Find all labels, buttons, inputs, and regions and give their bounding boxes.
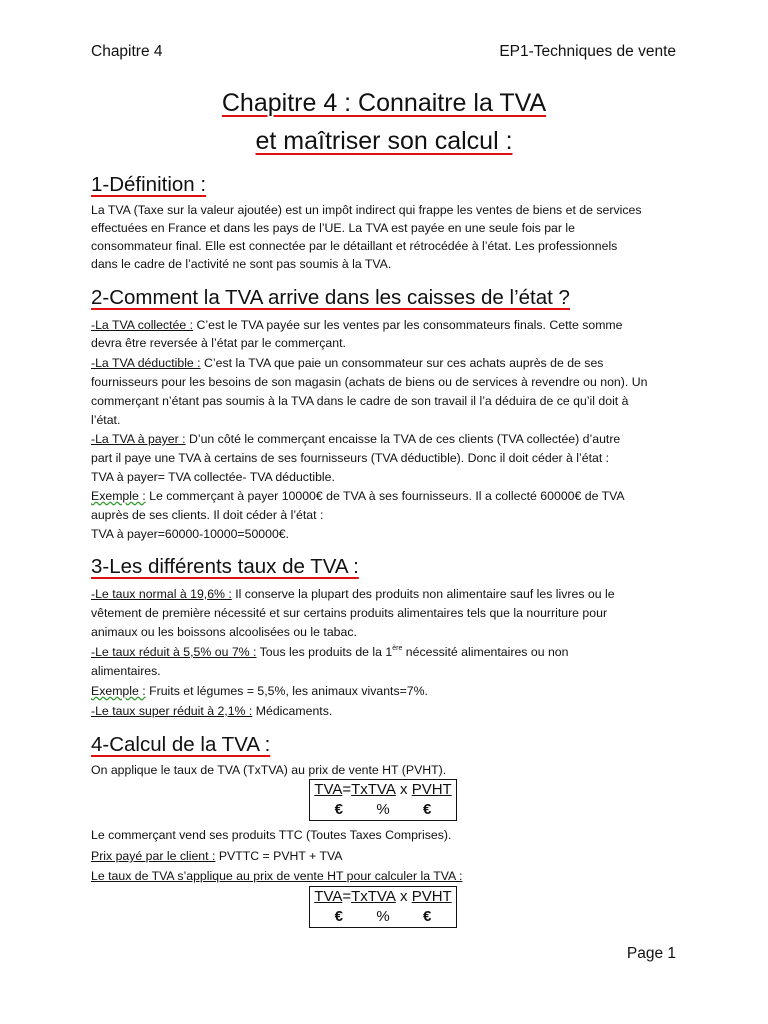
tva-deductible-label: -La TVA déductible : [91,356,201,370]
paragraph-line: La TVA (Taxe sur la valeur ajoutée) est un impôt indirect qui frappe les ventes de biens et de services [91,203,642,217]
section-4-heading: 4-Calcul de la TVA : [91,733,271,756]
paragraph-line: TVA à payer= TVA collectée- TVA déductible. [91,470,335,484]
tva-collectee-line: -La TVA collectée : C’est le TVA payée sur les ventes par les consommateurs finals. Cette somme [91,318,623,332]
exemple-label: Exemple : [91,489,146,503]
title-line-2: et maîtriser son calcul : [255,127,513,155]
section-2-heading: 2-Comment la TVA arrive dans les caisses de l’état ? [91,286,570,309]
tva-deductible-line: -La TVA déductible : C’est la TVA que paie un consommateur sur ces achats auprès de de ses [91,356,604,370]
prix-client-line: Prix payé par le client : PVTTC = PVHT + TVA [91,849,343,863]
taux-reduit-label: -Le taux réduit à 5,5% ou 7% : [91,645,257,659]
tva-a-payer-line: -La TVA à payer : D’un côté le commerçant encaisse la TVA de ces clients (TVA collectée) d’autre [91,432,621,446]
section-3-heading: 3-Les différents taux de TVA : [91,555,359,578]
header-course: EP1-Techniques de vente [499,43,676,60]
formula-box [309,779,457,821]
paragraph-line: l’état. [91,413,121,427]
taux-reduit-line: -Le taux réduit à 5,5% ou 7% : Tous les produits de la 1ère nécessité alimentaires ou non [91,645,569,659]
paragraph-line: auprès de ses clients. Il doit céder à l’état : [91,508,324,522]
paragraph-line: On applique le taux de TVA (TxTVA) au prix de vente HT (PVHT). [91,763,447,777]
exemple-line: Exemple : Le commerçant à payer 10000€ de TVA à ses fournisseurs. Il a collecté 60000€ de TVA [91,489,625,503]
paragraph-line: part il paye une TVA à certains de ses fournisseurs (TVA déductible). Donc il doit céder à l’état : [91,451,610,465]
taux-applique-line: Le taux de TVA s’applique au prix de vente HT pour calculer la TVA : [91,869,463,883]
tva-a-payer-label: -La TVA à payer : [91,432,186,446]
header-chapter: Chapitre 4 [91,43,163,60]
paragraph-line: TVA à payer=60000-10000=50000€. [91,527,290,541]
formula-units-row: € % € [334,908,432,925]
paragraph-line: Le commerçant vend ses produits TTC (Toutes Taxes Comprises). [91,828,452,842]
paragraph-line: alimentaires. [91,664,161,678]
paragraph-line: fournisseurs pour les besoins de son magasin (achats de biens ou de services à revendre ou non). Un [91,375,648,389]
formula-row: TVA = TxTVA x PVHT [314,781,452,798]
page-number: Page 1 [626,945,676,962]
formula-units-row: € % € [334,801,432,818]
paragraph-line: consommateur final. Elle est connectée par le détaillant et rétrocédée à l’état. Les professionnels [91,239,618,253]
tva-collectee-label: -La TVA collectée : [91,318,194,332]
formula-box [309,886,457,928]
paragraph-line: animaux ou les boissons alcoolisées ou le tabac. [91,625,357,639]
paragraph-line: commerçant n’étant pas soumis à la TVA dans le cadre de son travail il l’a déduira de ce qu’il doit à [91,394,629,408]
paragraph-line: dans le cadre de l’activité ne sont pas soumis à la TVA. [91,257,392,271]
title-line-1: Chapitre 4 : Connaitre la TVA [221,89,547,117]
taux-normal-label: -Le taux normal à 19,6% : [91,587,232,601]
section-1-heading: 1-Définition : [91,173,207,196]
taux-super-reduit-line: -Le taux super réduit à 2,1% : Médicaments. [91,704,333,718]
exemple-line: Exemple : Fruits et légumes = 5,5%, les animaux vivants=7%. [91,684,428,698]
taux-normal-line: -Le taux normal à 19,6% : Il conserve la plupart des produits non alimentaire sauf les livres ou le [91,587,615,601]
paragraph-line: devra être reversée à l’état par le commerçant. [91,336,346,350]
formula-row: TVA = TxTVA x PVHT [314,888,452,905]
paragraph-line: effectuées en France et dans les pays de l’UE. La TVA est payée en une seule fois par le [91,221,575,235]
prix-client-label: Prix payé par le client : [91,849,216,863]
taux-super-reduit-label: -Le taux super réduit à 2,1% : [91,704,253,718]
exemple-label: Exemple : [91,684,146,698]
paragraph-line: vêtement de première nécessité et sur certains produits alimentaires tels que la nourriture pour [91,606,608,620]
